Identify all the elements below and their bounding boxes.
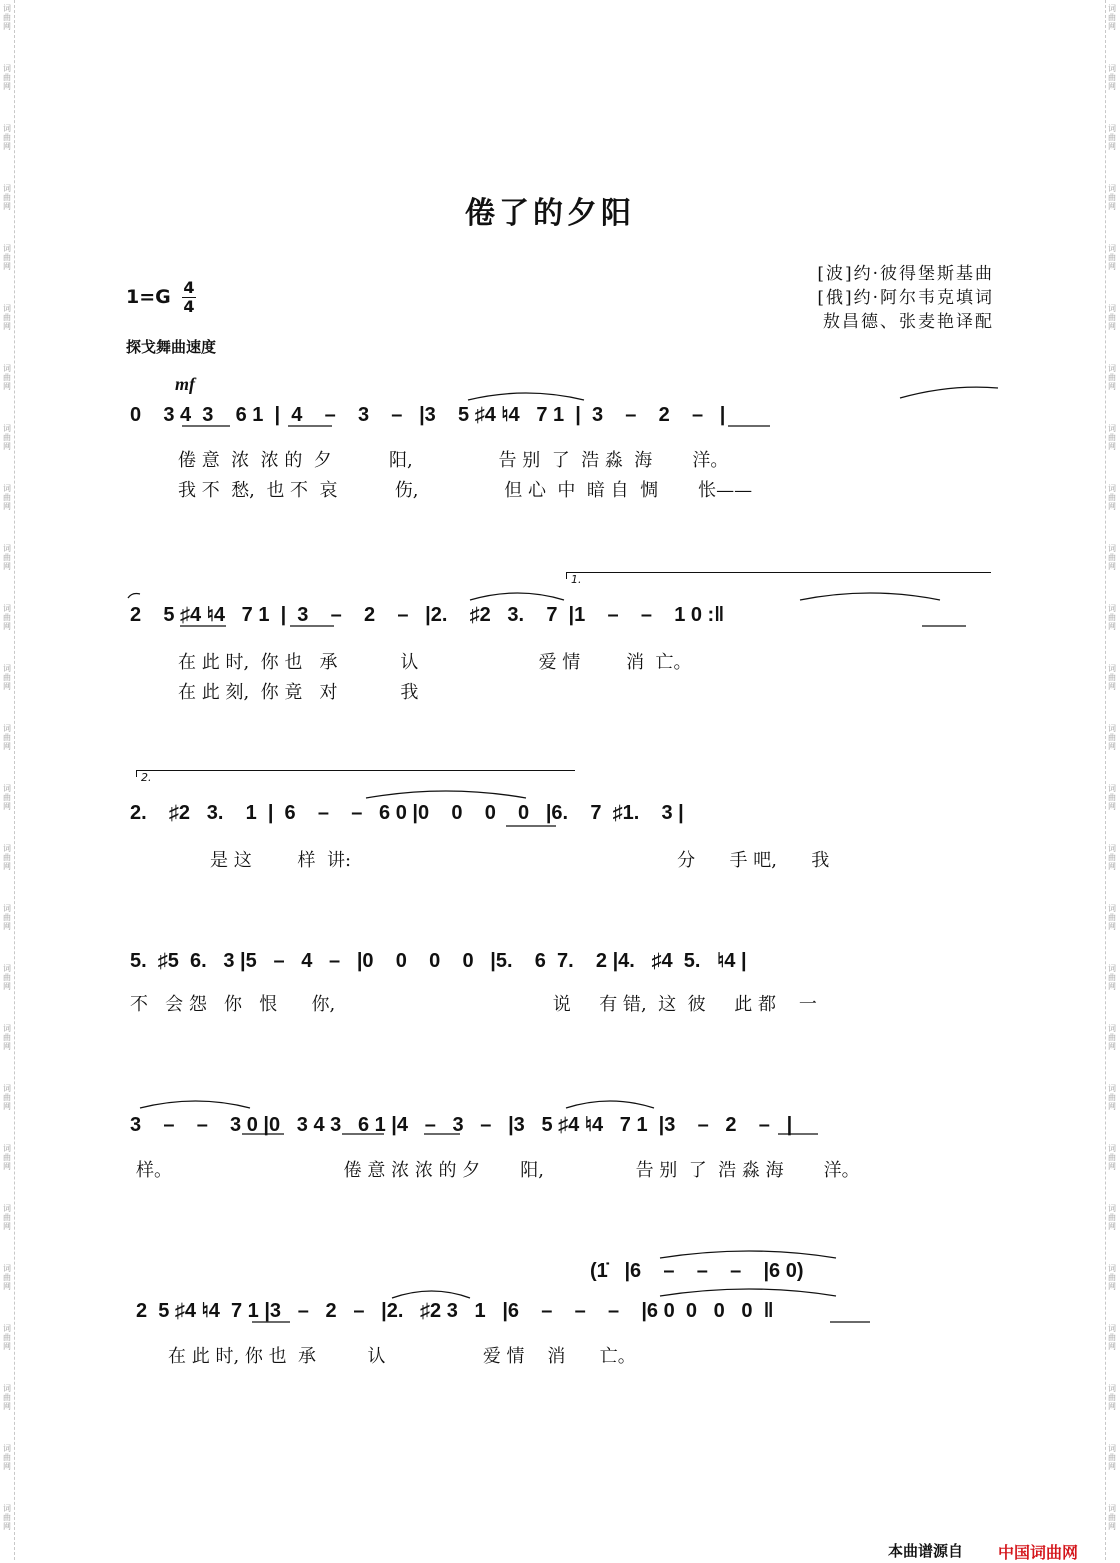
watermark-text: 词 曲 网 (3, 964, 11, 991)
watermark-text: 词 曲 网 (1108, 64, 1116, 91)
watermark-text: 词 曲 网 (3, 1264, 11, 1291)
watermark-text: 词 曲 网 (3, 724, 11, 751)
watermark-text: 词 曲 网 (3, 544, 11, 571)
watermark-text: 词 曲 网 (1108, 904, 1116, 931)
time-denominator: 4 (183, 297, 195, 316)
lyricist-credit: [俄]约·阿尔韦克填词 (817, 288, 994, 308)
watermark-text: 词 曲 网 (1108, 964, 1116, 991)
watermark-text: 词 曲 网 (1108, 4, 1116, 31)
watermark-text: 词 曲 网 (3, 1444, 11, 1471)
score-line-3-notes: 2. ♯2 3. 1 | 6 – – 6 0 |0 0 0 0 |6. 7 ♯1. 3 | (130, 802, 684, 824)
watermark-text: 词 曲 网 (3, 604, 11, 631)
watermark-text: 词 曲 网 (1108, 364, 1116, 391)
score-line-2-notes: 2 5 ♯4 ♮4 7 1 | 3 – 2 – |2. ♯2 3. 7 |1 – – 1 0 :‖ (130, 604, 725, 626)
watermark-text: 词 曲 网 (3, 1144, 11, 1171)
watermark-text: 词 曲 网 (3, 1084, 11, 1111)
score-line-1-notes: 0 3 4 3 6 1 | 4 – 3 – |3 5 ♯4 ♮4 7 1 | 3 – 2 – | (130, 404, 726, 426)
score-line-2-lyrics-verse1: 在 此 时, 你 也 承 认 爱 情 消 亡。 (178, 652, 692, 673)
watermark-text: 词 曲 网 (1108, 1024, 1116, 1051)
footer-source-label: 本曲谱源自 (888, 1542, 964, 1560)
score-line-1-lyrics-verse1: 倦 意 浓 浓 的 夕 阳, 告 别 了 浩 淼 海 洋。 (178, 450, 729, 471)
watermark-text: 词 曲 网 (3, 1384, 11, 1411)
watermark-text: 词 曲 网 (1108, 424, 1116, 451)
composer-credit: [波]约·彼得堡斯基曲 (817, 264, 994, 284)
watermark-text: 词 曲 网 (1108, 844, 1116, 871)
dynamic-marking: mf (175, 374, 195, 394)
watermark-text: 词 曲 网 (3, 484, 11, 511)
score-line-5-lyrics: 样。 倦 意 浓 浓 的 夕 阳, 告 别 了 浩 淼 海 洋。 (136, 1160, 860, 1181)
watermark-text: 词 曲 网 (1108, 604, 1116, 631)
song-title: 倦了的夕阳 (465, 196, 635, 231)
watermark-text: 词 曲 网 (3, 1204, 11, 1231)
watermark-text: 词 曲 网 (1108, 1324, 1116, 1351)
watermark-text: 词 曲 网 (3, 784, 11, 811)
watermark-text: 词 曲 网 (3, 904, 11, 931)
score-line-6-notes: 2 5 ♯4 ♮4 7 1 |3 – 2 – |2. ♯2 3 1 |6 – – – |6 0 0 0 0 ‖ (136, 1300, 774, 1322)
watermark-text: 词 曲 网 (3, 124, 11, 151)
watermark-text: 词 曲 网 (1108, 184, 1116, 211)
watermark-text: 词 曲 网 (3, 844, 11, 871)
score-line-4-notes: 5. ♯5 6. 3 |5 – 4 – |0 0 0 0 |5. 6 7. 2 |4. ♯4 5. ♮4 | (130, 950, 747, 972)
watermark-text: 词 曲 网 (1108, 304, 1116, 331)
watermark-text: 词 曲 网 (1108, 1264, 1116, 1291)
score-line-1-lyrics-verse2: 我 不 愁, 也 不 哀 伤, 但 心 中 暗 自 惆 怅—— (178, 480, 753, 501)
watermark-text: 词 曲 网 (1108, 1084, 1116, 1111)
watermark-text: 词 曲 网 (1108, 724, 1116, 751)
watermark-text: 词 曲 网 (3, 304, 11, 331)
watermark-text: 词 曲 网 (1108, 1384, 1116, 1411)
watermark-text: 词 曲 网 (1108, 484, 1116, 511)
watermark-text: 词 曲 网 (1108, 784, 1116, 811)
score-line-6-notes-upper: (1̇ |6 – – – |6 0) (590, 1260, 804, 1282)
translator-credit: 敖昌德、张麦艳译配 (823, 312, 994, 332)
score-line-5-notes: 3 – – 3 0 |0 3 4 3 6 1 |4 – 3 – |3 5 ♯4 ♮4 7 1 |3 – 2 – | (130, 1114, 793, 1136)
watermark-text: 词 曲 网 (3, 664, 11, 691)
footer-site-link[interactable]: 中国词曲网 (998, 1543, 1079, 1562)
watermark-text: 词 曲 网 (3, 64, 11, 91)
watermark-text: 词 曲 网 (3, 244, 11, 271)
tempo-marking: 探戈舞曲速度 (126, 338, 217, 356)
time-numerator: 4 (183, 278, 195, 297)
score-line-4-lyrics: 不 会 怨 你 恨 你, 说 有 错, 这 彼 此 都 一 (130, 994, 817, 1015)
watermark-text: 词 曲 网 (1108, 124, 1116, 151)
volta-2: 2. (136, 770, 575, 777)
watermark-text: 词 曲 网 (1108, 1144, 1116, 1171)
watermark-text: 词 曲 网 (1108, 1204, 1116, 1231)
score-line-2-lyrics-verse2: 在 此 刻, 你 竟 对 我 (178, 682, 419, 703)
score-line-3-lyrics: 是 这 样 讲: 分 手 吧, 我 (210, 850, 830, 871)
watermark-text: 词 曲 网 (3, 364, 11, 391)
watermark-text: 词 曲 网 (3, 424, 11, 451)
watermark-text: 词 曲 网 (3, 1504, 11, 1531)
watermark-text: 词 曲 网 (1108, 244, 1116, 271)
watermark-text: 词 曲 网 (1108, 544, 1116, 571)
volta-1: 1. (566, 572, 991, 579)
score-line-6-lyrics: 在 此 时, 你 也 承 认 爱 情 消 亡。 (168, 1346, 636, 1367)
watermark-text: 词 曲 网 (1108, 664, 1116, 691)
watermark-text: 词 曲 网 (1108, 1504, 1116, 1531)
watermark-text: 词 曲 网 (1108, 1444, 1116, 1471)
watermark-text: 词 曲 网 (3, 4, 11, 31)
watermark-text: 词 曲 网 (3, 1324, 11, 1351)
watermark-text: 词 曲 网 (3, 184, 11, 211)
key-signature: 1=G (126, 286, 171, 308)
watermark-text: 词 曲 网 (3, 1024, 11, 1051)
